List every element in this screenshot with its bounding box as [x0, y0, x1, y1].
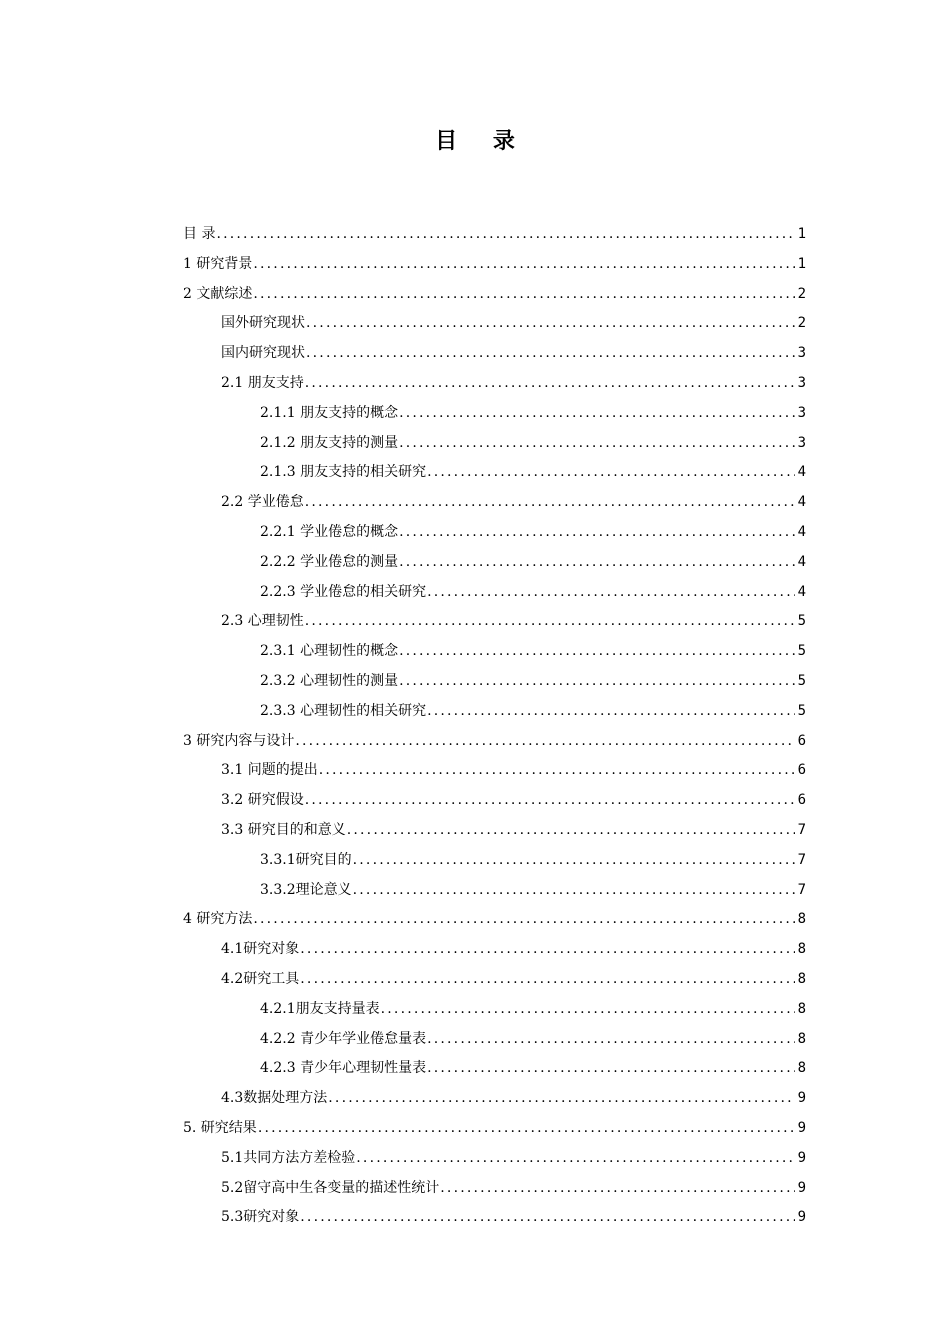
toc-entry-label: 2.3.2 心理韧性的测量 — [260, 672, 399, 689]
toc-entry-label: 2.1 朋友支持 — [221, 374, 304, 391]
toc-entry-page-number: 2 — [797, 285, 806, 302]
toc-entry-page-number: 8 — [797, 911, 806, 928]
toc-dot-leader — [399, 667, 794, 697]
toc-entry-page-number: 8 — [797, 1030, 806, 1047]
toc-entry-label: 2.1.3 朋友支持的相关研究 — [260, 464, 427, 481]
toc-entry[interactable] — [183, 339, 806, 369]
toc-entry-label: 5.2留守高中生各变量的描述性统计 — [221, 1179, 440, 1196]
toc-entry-page-number: 9 — [797, 1090, 806, 1107]
toc-dot-leader — [353, 876, 795, 906]
toc-entry-page-number: 4 — [797, 464, 806, 481]
toc-entry-label: 4.3数据处理方法 — [221, 1090, 328, 1107]
toc-entry-label: 2.2 学业倦怠 — [221, 494, 304, 511]
toc-entry-label: 3.3 研究目的和意义 — [221, 821, 346, 838]
toc-entry-page-number: 1 — [797, 255, 806, 272]
toc-dot-leader — [399, 399, 794, 429]
toc-entry[interactable] — [183, 935, 806, 965]
toc-entry-label: 4.2.3 青少年心理韧性量表 — [260, 1060, 427, 1077]
toc-dot-leader — [258, 1114, 795, 1144]
toc-entry[interactable] — [183, 756, 806, 786]
toc-dot-leader — [399, 429, 794, 459]
toc-dot-leader — [305, 607, 795, 637]
toc-entry[interactable] — [183, 697, 806, 727]
toc-entry-page-number: 1 — [797, 226, 806, 242]
toc-entry-page-number: 4 — [797, 523, 806, 540]
toc-entry-label: 3.3.2理论意义 — [260, 881, 352, 898]
toc-entry-label: 2.2.1 学业倦怠的概念 — [260, 523, 399, 540]
toc-entry-page-number: 9 — [797, 1119, 806, 1136]
toc-dot-leader — [353, 846, 795, 876]
toc-dot-leader — [253, 905, 794, 935]
toc-entry-label: 2.3.1 心理韧性的概念 — [260, 643, 399, 660]
toc-entry-label: 3.2 研究假设 — [221, 792, 304, 809]
toc-entry[interactable] — [183, 1144, 806, 1174]
toc-entry[interactable] — [183, 518, 806, 548]
toc-entry[interactable] — [183, 637, 806, 667]
toc-entry[interactable] — [183, 458, 806, 488]
toc-entry-page-number: 3 — [797, 434, 806, 451]
toc-entry-label: 4.2.2 青少年学业倦怠量表 — [260, 1030, 427, 1047]
toc-dot-leader — [305, 786, 795, 816]
toc-entry[interactable] — [183, 667, 806, 697]
toc-entry-label: 3.1 问题的提出 — [221, 762, 318, 779]
toc-entry-label: 5.3研究对象 — [221, 1209, 300, 1226]
toc-entry[interactable] — [183, 876, 806, 906]
toc-entry[interactable] — [183, 846, 806, 876]
toc-dot-leader — [300, 1203, 794, 1233]
toc-entry-label: 4 研究方法 — [183, 911, 253, 928]
toc-entry[interactable] — [183, 369, 806, 399]
toc-entry-label: 2.3 心理韧性 — [221, 613, 304, 630]
toc-entry-page-number: 4 — [797, 553, 806, 570]
toc-dot-leader — [399, 637, 794, 667]
toc-entry[interactable] — [183, 250, 806, 280]
toc-entry[interactable] — [183, 1174, 806, 1204]
toc-dot-leader — [306, 309, 795, 339]
toc-entry[interactable] — [183, 399, 806, 429]
toc-entry[interactable] — [183, 786, 806, 816]
toc-entry-label: 3 研究内容与设计 — [183, 732, 295, 749]
toc-entry-page-number: 6 — [797, 792, 806, 809]
toc-entry-label: 2.1.2 朋友支持的测量 — [260, 434, 399, 451]
toc-entry[interactable] — [183, 280, 806, 310]
toc-entry-page-number: 5 — [797, 672, 806, 689]
toc-entry-label: 2.2.2 学业倦怠的测量 — [260, 553, 399, 570]
toc-entry[interactable] — [183, 1025, 806, 1055]
toc-entry[interactable] — [183, 1114, 806, 1144]
toc-entry-page-number: 6 — [797, 732, 806, 749]
toc-dot-leader — [427, 1025, 794, 1055]
toc-dot-leader — [440, 1174, 794, 1204]
table-of-contents — [183, 220, 806, 1233]
toc-dot-leader — [399, 548, 794, 578]
toc-entry-page-number: 4 — [797, 583, 806, 600]
toc-dot-leader — [295, 727, 794, 757]
toc-entry[interactable] — [183, 548, 806, 578]
toc-dot-leader — [427, 458, 794, 488]
toc-entry-label: 1 研究背景 — [183, 255, 253, 272]
toc-entry-page-number: 8 — [797, 1060, 806, 1077]
toc-entry[interactable] — [183, 220, 806, 250]
toc-entry[interactable] — [183, 429, 806, 459]
toc-entry[interactable] — [183, 309, 806, 339]
toc-entry-page-number: 3 — [797, 345, 806, 362]
toc-dot-leader — [427, 578, 794, 608]
toc-entry[interactable] — [183, 816, 806, 846]
toc-entry[interactable] — [183, 578, 806, 608]
toc-entry-page-number: 9 — [797, 1149, 806, 1166]
toc-dot-leader — [300, 965, 794, 995]
toc-entry-page-number: 3 — [797, 404, 806, 421]
toc-entry[interactable] — [183, 1054, 806, 1084]
toc-dot-leader — [319, 756, 795, 786]
toc-dot-leader — [305, 369, 795, 399]
toc-entry-page-number: 5 — [797, 643, 806, 660]
toc-dot-leader — [381, 995, 795, 1025]
toc-entry-label: 4.1研究对象 — [221, 941, 300, 958]
toc-entry-page-number: 7 — [797, 821, 806, 838]
toc-entry[interactable] — [183, 995, 806, 1025]
page-title: 目 录 — [435, 128, 529, 154]
toc-entry-label: 目 录 — [183, 226, 216, 242]
toc-entry-page-number: 2 — [797, 315, 806, 332]
toc-entry[interactable] — [183, 965, 806, 995]
toc-dot-leader — [356, 1144, 794, 1174]
toc-dot-leader — [427, 1054, 794, 1084]
toc-entry-label: 国内研究现状 — [221, 345, 305, 362]
toc-entry-label: 2.1.1 朋友支持的概念 — [260, 404, 399, 421]
toc-entry-label: 5. 研究结果 — [183, 1119, 257, 1136]
toc-dot-leader — [328, 1084, 794, 1114]
toc-entry-page-number: 4 — [797, 494, 806, 511]
toc-dot-leader — [300, 935, 794, 965]
toc-entry-page-number: 9 — [797, 1209, 806, 1226]
toc-dot-leader — [305, 488, 795, 518]
toc-entry-page-number: 7 — [797, 881, 806, 898]
toc-dot-leader — [347, 816, 795, 846]
toc-entry-label: 2 文献综述 — [183, 285, 253, 302]
toc-entry-page-number: 8 — [797, 970, 806, 987]
toc-entry-label: 5.1共同方法方差检验 — [221, 1149, 356, 1166]
toc-entry-label: 4.2研究工具 — [221, 970, 300, 987]
toc-dot-leader — [253, 280, 794, 310]
toc-entry[interactable] — [183, 607, 806, 637]
toc-entry[interactable] — [183, 1203, 806, 1233]
toc-entry-label: 国外研究现状 — [221, 315, 305, 332]
toc-entry-page-number: 8 — [797, 941, 806, 958]
toc-entry-label: 2.2.3 学业倦怠的相关研究 — [260, 583, 427, 600]
toc-entry-label: 2.3.3 心理韧性的相关研究 — [260, 702, 427, 719]
toc-dot-leader — [216, 220, 794, 250]
toc-entry[interactable] — [183, 1084, 806, 1114]
toc-entry-page-number: 5 — [797, 702, 806, 719]
toc-dot-leader — [306, 339, 795, 369]
toc-dot-leader — [399, 518, 794, 548]
toc-entry-page-number: 3 — [797, 374, 806, 391]
toc-entry-label: 3.3.1研究目的 — [260, 851, 352, 868]
toc-entry[interactable] — [183, 727, 806, 757]
toc-entry-page-number: 9 — [797, 1179, 806, 1196]
toc-entry-page-number: 6 — [797, 762, 806, 779]
toc-entry-page-number: 7 — [797, 851, 806, 868]
toc-dot-leader — [427, 697, 794, 727]
toc-entry[interactable] — [183, 488, 806, 518]
toc-entry-page-number: 5 — [797, 613, 806, 630]
toc-entry-page-number: 8 — [797, 1000, 806, 1017]
toc-dot-leader — [253, 250, 794, 280]
toc-entry-label: 4.2.1朋友支持量表 — [260, 1000, 380, 1017]
toc-entry[interactable] — [183, 905, 806, 935]
